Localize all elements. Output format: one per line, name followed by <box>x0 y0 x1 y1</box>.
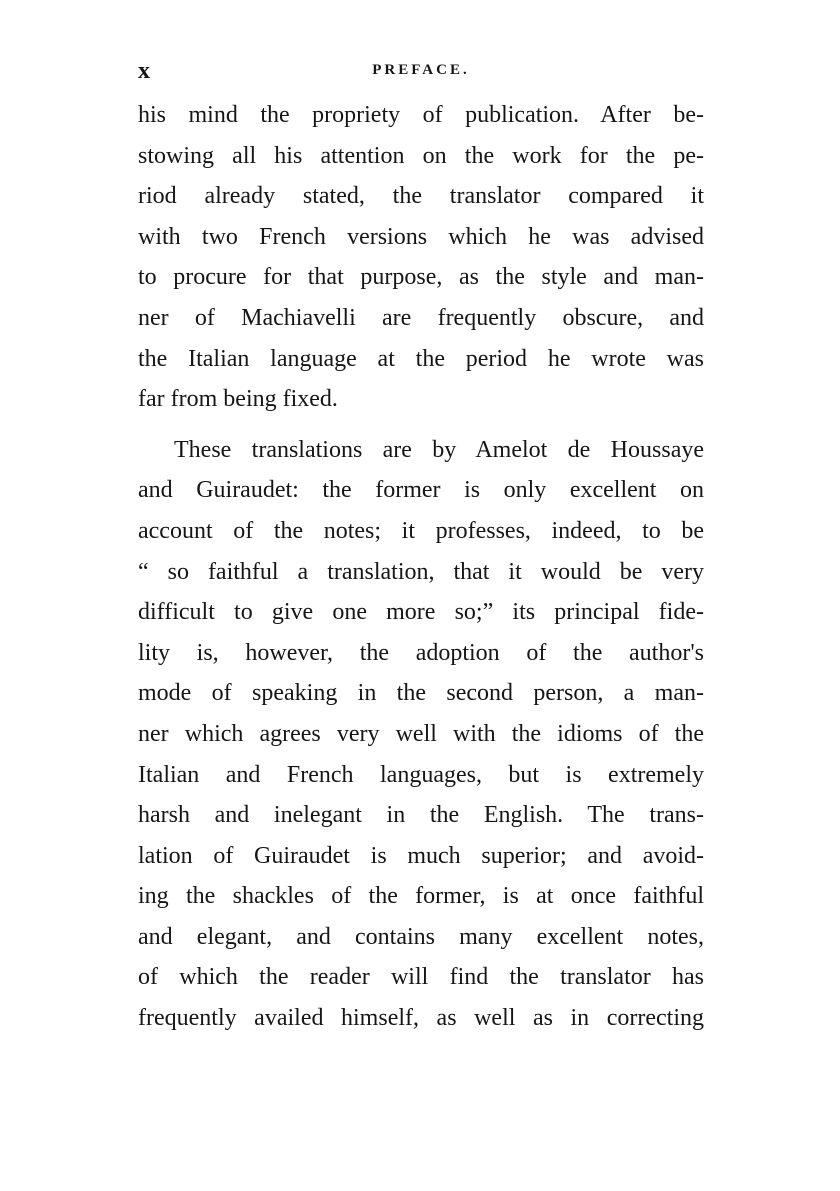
text-line: harsh and inelegant in the English. The trans- <box>138 802 704 829</box>
text-line: difficult to give one more so;” its principal fide- <box>138 599 704 626</box>
running-head <box>138 58 704 88</box>
text-line: and elegant, and contains many excellent notes, <box>138 923 704 950</box>
text-line: of which the reader will find the translator has <box>138 964 704 991</box>
text-line: riod already stated, the translator compared it <box>138 183 704 210</box>
running-title: PREFACE. <box>372 62 470 78</box>
text-line: stowing all his attention on the work for the pe- <box>138 142 704 169</box>
text-line: ner which agrees very well with the idioms of the <box>138 720 704 747</box>
text-line: account of the notes; it professes, indeed, to be <box>138 517 704 544</box>
paragraph-gap <box>138 420 704 430</box>
text-line: frequently availed himself, as well as in correcting <box>138 1005 704 1032</box>
text-line: with two French versions which he was advised <box>138 223 704 250</box>
text-line: lation of Guiraudet is much superior; and avoid- <box>138 842 704 869</box>
page-number: x <box>138 58 151 84</box>
text-line: “ so faithful a translation, that it would be very <box>138 558 704 585</box>
text-line: Italian and French languages, but is extremely <box>138 761 704 788</box>
text-line: lity is, however, the adoption of the author's <box>138 639 704 666</box>
text-line: far from being fixed. <box>138 386 338 413</box>
paragraph-1 <box>138 95 704 420</box>
paragraph-2 <box>138 430 704 1039</box>
text-line: ing the shackles of the former, is at once faithful <box>138 883 704 910</box>
text-line: the Italian language at the period he wrote was <box>138 345 704 372</box>
text-line: his mind the propriety of publication. After be- <box>138 102 704 128</box>
body-text <box>138 95 704 1039</box>
text-line: These translations are by Amelot de Houssaye <box>174 436 704 463</box>
text-line: mode of speaking in the second person, a man- <box>138 680 704 707</box>
text-line: and Guiraudet: the former is only excellent on <box>138 477 704 504</box>
text-line: ner of Machiavelli are frequently obscure, and <box>138 304 704 331</box>
text-line: to procure for that purpose, as the style and man- <box>138 264 704 291</box>
